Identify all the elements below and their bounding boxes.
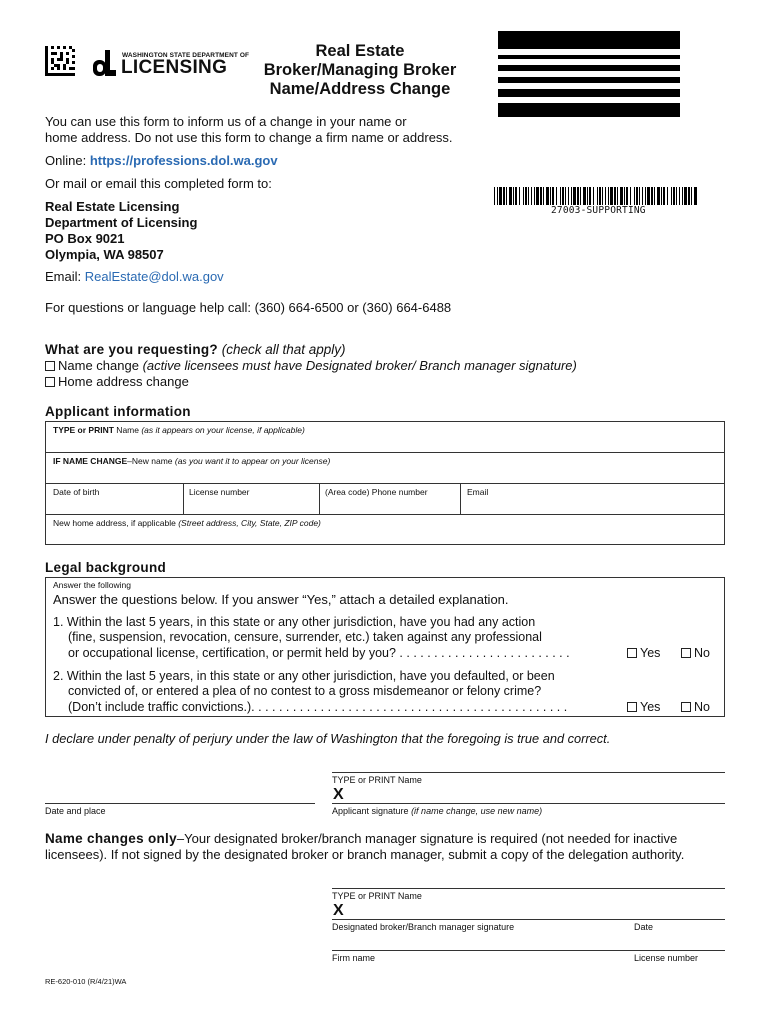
legal-box [45,577,725,717]
question-1-line-3: or occupational license, certification, or permit held by you? . . . . . . . . . . . . . . . . . . . . . . . . . [68,646,570,660]
address-change-checkbox[interactable] [45,377,55,387]
address-line-3: PO Box 9021 [45,231,125,246]
db-date-label: Date [634,922,654,932]
name-changes-line-1 [45,831,677,847]
dob-field-label[interactable]: Date of birth [53,487,100,497]
date-place-label: Date and place [45,806,106,816]
applicant-signature-line[interactable] [332,803,725,804]
stripe-block [498,31,680,123]
question-1-line-1: 1. Within the last 5 years, in this state or any other jurisdiction, have you had any action [53,615,536,629]
question-1-line-2: (fine, suspension, revocation, censure, surrender, etc.) taken against any professional [68,630,542,644]
title-line-2: Broker/Managing Broker [263,61,457,79]
qr-code-icon [45,46,75,76]
q1-no-checkbox[interactable] [681,648,691,658]
name-changes-heading: Name changes only [45,831,177,846]
name-changes-text-1: –Your designated broker/branch manager signature is required (not needed for inactive [176,831,678,846]
phone-field-label[interactable]: (Area code) Phone number [325,487,428,497]
logo-licensing-text: LICENSING [121,57,228,78]
email-label: Email: [45,269,85,284]
new-name-label-note: (as you want it to appear on your license) [174,456,331,466]
name-field-label[interactable] [53,425,305,435]
address-label-text: New home address, if applicable [53,518,179,528]
q2-yes-label: Yes [640,700,661,714]
q1-yes-option[interactable] [627,646,660,662]
q2-no-option[interactable] [681,700,710,716]
firm-name-label: Firm name [332,953,376,963]
print-name-line[interactable] [332,772,725,773]
q2-no-label: No [694,700,710,714]
name-changes-line-2: licensees). If not signed by the designated broker or branch manager, submit a copy of the delegation authority. [45,847,685,862]
applicant-sig-note: (if name change, use new name) [411,806,543,816]
barcode-icon [494,187,700,205]
answer-following-label: Answer the following [53,580,131,590]
name-label-text: Name [113,425,142,435]
applicant-sig-text: Applicant signature [332,806,412,816]
option-address-change[interactable] [45,374,189,390]
applicant-signature-label [332,806,542,816]
email-field-label[interactable]: Email [467,487,489,497]
q2-yes-option[interactable] [627,700,660,716]
new-name-label-bold: IF NAME CHANGE [53,456,128,466]
address-label-note: (Street address, City, State, ZIP code) [178,518,321,528]
license-field-label[interactable]: License number [189,487,250,497]
db-signature-line[interactable] [332,919,725,920]
barcode-label: 27003-SUPPORTING [551,205,646,216]
question-2-line-1: 2. Within the last 5 years, in this state or any other jurisdiction, have you defaulted, or been [53,669,555,683]
name-change-label: Name change [58,358,143,373]
name-label-bold: TYPE or PRINT [53,425,114,435]
declaration-text: I declare under penalty of perjury under the law of Washington that the foregoing is true and correct. [45,731,611,746]
phone-line: For questions or language help call: (360) 664-6500 or (360) 664-6488 [45,300,452,315]
signature-x-mark: X [333,786,344,803]
address-line-1: Real Estate Licensing [45,199,180,214]
address-field-label[interactable] [53,518,321,528]
address-line-4: Olympia, WA 98507 [45,247,164,262]
q1-no-option[interactable] [681,646,710,662]
q2-yes-checkbox[interactable] [627,702,637,712]
address-change-label: Home address change [58,374,189,389]
q2-no-checkbox[interactable] [681,702,691,712]
applicant-table [45,421,725,545]
dol-logo-icon [90,50,116,78]
q1-yes-checkbox[interactable] [627,648,637,658]
q1-yes-label: Yes [640,646,661,660]
logo-department-text: WASHINGTON STATE DEPARTMENT OF [122,52,250,59]
request-heading-note: (check all that apply) [217,342,346,357]
db-print-name-line[interactable] [332,888,725,889]
address-line-2: Department of Licensing [45,215,198,230]
title-line-1: Real Estate [315,42,405,60]
intro-line-2: home address. Do not use this form to change a firm name or address. [45,130,453,145]
legal-heading: Legal background [45,560,167,575]
q1-no-label: No [694,646,710,660]
date-place-line[interactable] [45,803,315,804]
option-name-change[interactable] [45,358,577,374]
email-link[interactable]: RealEstate@dol.wa.gov [84,269,224,284]
firm-license-line[interactable] [332,950,725,951]
email-line [45,269,224,285]
intro-line-1: You can use this form to inform us of a change in your name or [45,114,407,129]
online-line [45,153,278,169]
online-link[interactable]: https://professions.dol.wa.gov [89,153,278,168]
title-line-3: Name/Address Change [269,80,451,98]
question-2-line-2: convicted of, or entered a plea of no contest to a gross misdemeanor or felony crime? [68,684,542,698]
print-name-label: TYPE or PRINT Name [332,775,422,785]
mail-instruction: Or mail or email this completed form to: [45,176,272,191]
request-heading [45,342,346,357]
db-signature-label: Designated broker/Branch manager signature [332,922,515,932]
form-number: RE-620-010 (R/4/21)WA [45,977,127,986]
new-name-label-text: –New name [127,456,175,466]
new-name-field-label[interactable] [53,456,330,466]
legal-instructions: Answer the questions below. If you answer “Yes,” attach a detailed explanation. [53,592,509,607]
db-print-name-label: TYPE or PRINT Name [332,891,422,901]
online-label: Online: [45,153,90,168]
question-2-line-3: (Don’t include traffic convictions.). . . . . . . . . . . . . . . . . . . . . . . . . . . . . . . . . . . . . . . . . . . . . . [68,700,568,714]
license-number-label: License number [634,953,699,963]
name-label-note: (as it appears on your license, if applicable) [141,425,305,435]
form-title [240,42,480,99]
applicant-heading: Applicant information [45,404,191,419]
name-change-checkbox[interactable] [45,361,55,371]
db-signature-x-mark: X [333,902,344,919]
name-change-note: (active licensees must have Designated broker/ Branch manager signature) [142,358,577,373]
request-heading-text: What are you requesting? [45,342,218,357]
